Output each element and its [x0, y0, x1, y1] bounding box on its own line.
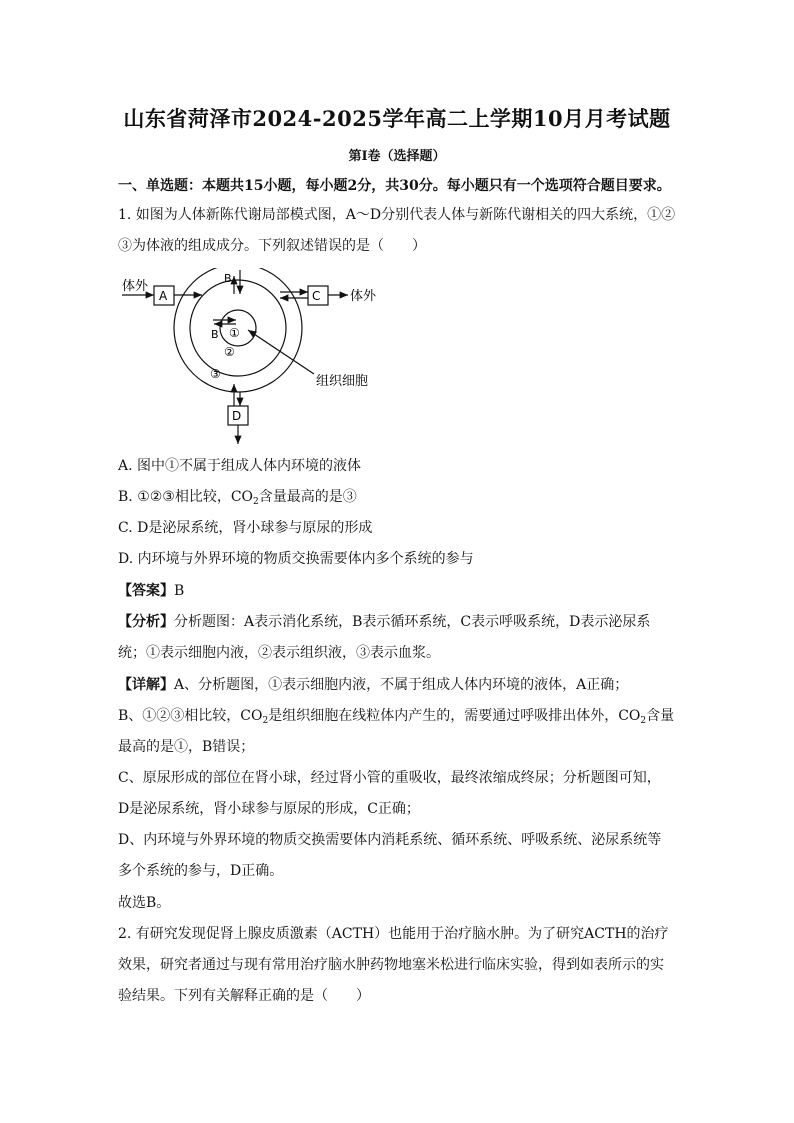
label-fluid-3: ③	[210, 367, 221, 381]
label-outside-left: 体外	[122, 279, 149, 294]
analysis-line-1: 【分析】分析题图：A表示消化系统，B表示循环系统，C表示呼吸系统，D表示泌尿系	[118, 614, 651, 630]
label-a: A	[159, 289, 168, 303]
option-d: D. 内环境与外界环境的物质交换需要体内多个系统的参与	[118, 551, 474, 567]
label-b-inner: B	[211, 328, 219, 341]
label-d: D	[232, 409, 242, 423]
page-title: 山东省菏泽市2024-2025学年高二上学期10月月考试题	[123, 106, 671, 131]
answer: 【答案】B	[118, 583, 185, 599]
option-a: A. 图中①不属于组成人体内环境的液体	[118, 458, 362, 474]
detail-line-3: 最高的是①，B错误；	[118, 739, 255, 755]
label-b-top: B	[224, 272, 232, 285]
analysis-line-2: 统；①表示细胞内液，②表示组织液，③表示血浆。	[118, 645, 440, 661]
detail-line-7: 多个系统的参与，D正确。	[118, 863, 284, 879]
question-2-line-1: 2. 有研究发现促肾上腺皮质激素（ACTH）也能用于治疗脑水肿。为了研究ACTH的治疗	[118, 926, 669, 942]
question-1-stem-line-1: 1. 如图为人体新陈代谢局部模式图，A～D分别代表人体与新陈代谢相关的四大系统，①②	[118, 207, 676, 223]
detail-line-1: 【详解】A、分析题图，①表示细胞内液，不属于组成人体内环境的液体，A正确；	[118, 677, 629, 693]
metabolism-diagram	[118, 268, 388, 448]
question-2-line-2: 效果，研究者通过与现有常用治疗脑水肿药物地塞米松进行临床实验，得到如表所示的实	[118, 957, 664, 973]
label-tissue-cell: 组织细胞	[316, 374, 369, 389]
section-subtitle: 第Ⅰ卷（选择题）	[348, 149, 446, 164]
detail-line-6: D、内环境与外界环境的物质交换需要体内消耗系统、循环系统、呼吸系统、泌尿系统等	[118, 832, 662, 848]
detail-line-5: D是泌尿系统，肾小球参与原尿的形成，C正确；	[118, 801, 420, 817]
option-c: C. D是泌尿系统，肾小球参与原尿的形成	[118, 520, 373, 536]
detail-line-4: C、原尿形成的部位在肾小球，经过肾小管的重吸收，最终浓缩成终尿；分析题图可知，	[118, 770, 661, 786]
option-b: B. ①②③相比较，$CO_2$含量最高的是③	[118, 489, 357, 507]
question-2-line-3: 验结果。下列有关解释正确的是（ ）	[118, 988, 370, 1004]
label-fluid-1: ①	[229, 326, 240, 340]
label-c: C	[312, 289, 321, 303]
pointer-tissue-cell	[248, 330, 314, 374]
detail-line-2: B、①②③相比较，$CO_2$是组织细胞在线粒体内产生的，需要通过呼吸排出体外，$CO_2$含量	[118, 708, 675, 726]
label-outside-right: 体外	[350, 289, 377, 304]
label-fluid-2: ②	[224, 345, 235, 359]
conclusion: 故选B。	[118, 895, 171, 911]
question-1-stem-line-2: ③为体液的组成成分。下列叙述错误的是（ ）	[118, 238, 426, 254]
section-heading: 一、单选题：本题共15小题，每小题2分，共30分。每小题只有一个选项符合题目要求。	[118, 178, 671, 194]
